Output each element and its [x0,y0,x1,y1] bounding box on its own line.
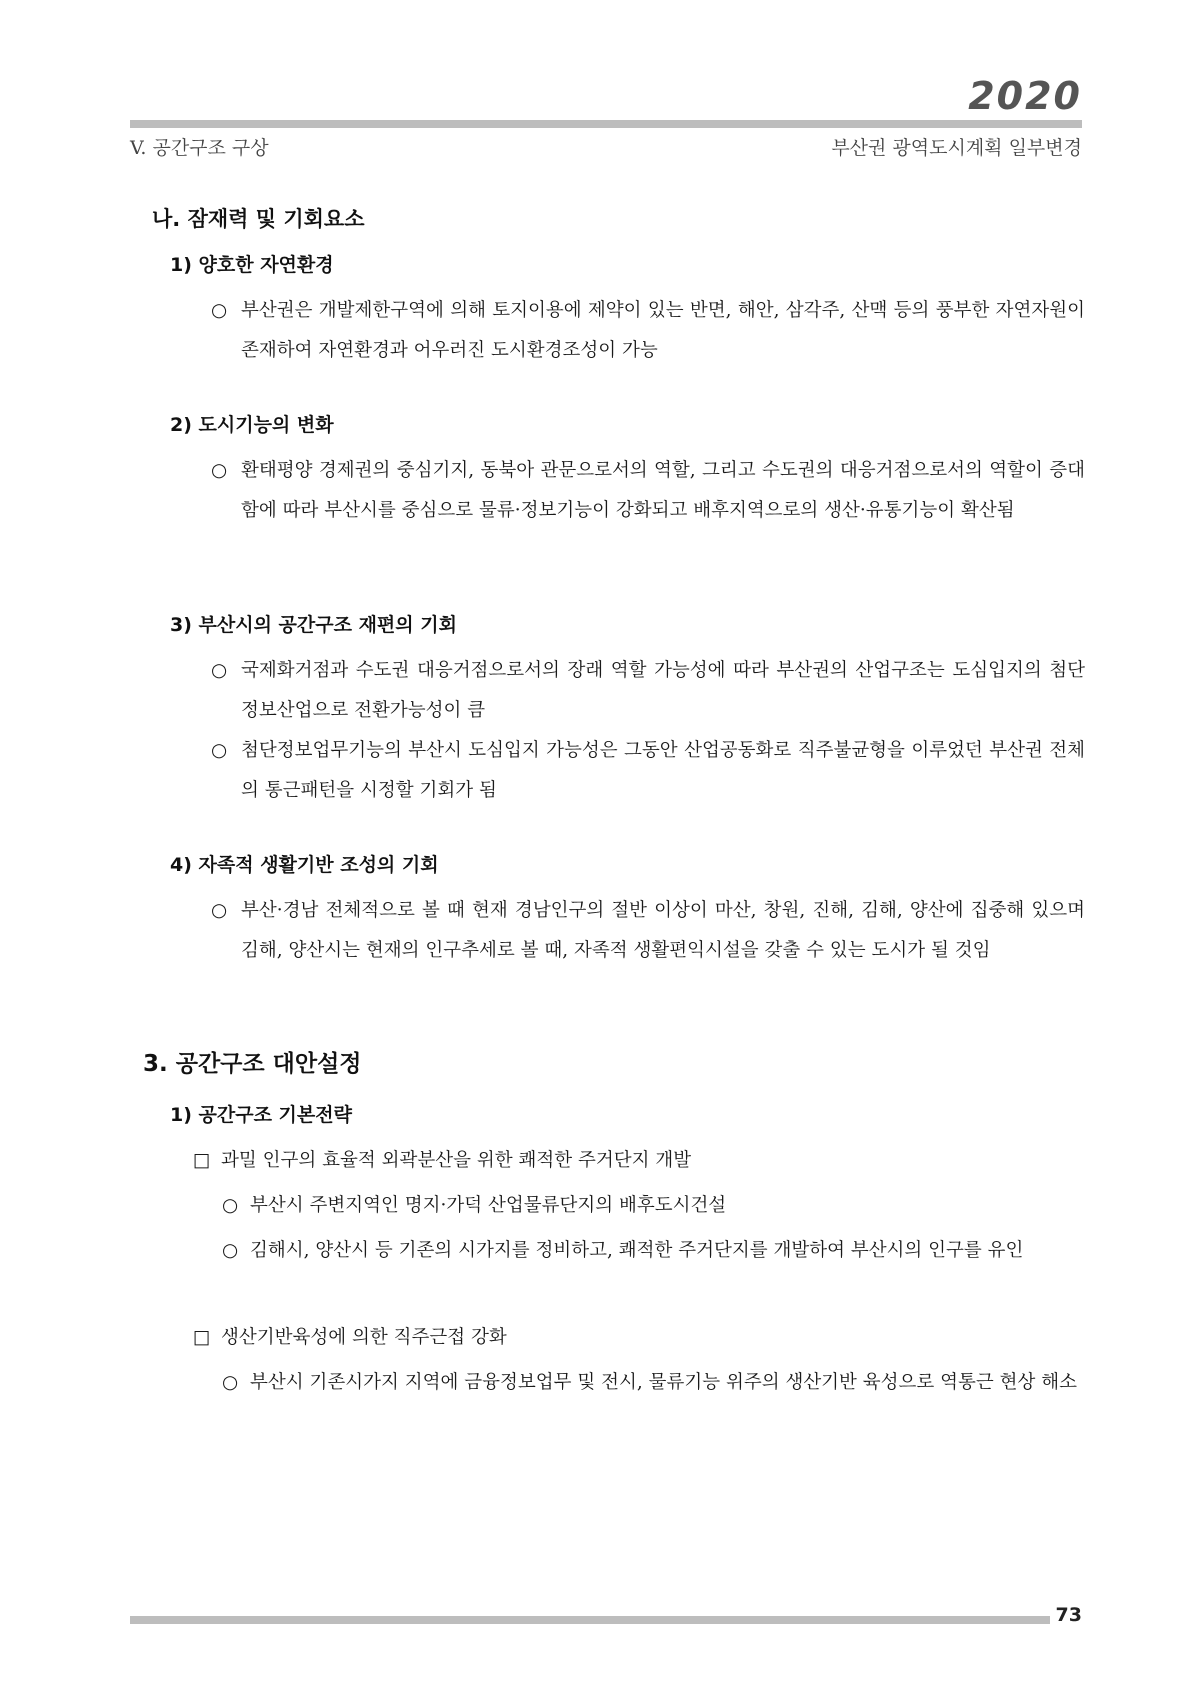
bullet-text: 부산시 기존시가지 지역에 금융정보업무 및 전시, 물류기능 위주의 생산기반 육성으로 역통근 현상 해소 [250,1372,1078,1393]
circle-bullet-icon: ○ [211,740,228,761]
subsection-heading-3: 3) 부산시의 공간구조 재편의 기회 [170,614,457,636]
square-item-text: 과밀 인구의 효율적 외곽분산을 위한 쾌적한 주거단지 개발 [221,1150,692,1171]
circle-bullet-icon: ○ [222,1240,239,1261]
bullet-item [213,291,1085,371]
subsection-heading-1: 1) 양호한 자연환경 [170,254,334,276]
subsection-heading-2: 2) 도시기능의 변화 [170,414,334,436]
bullet-item [222,1363,1085,1403]
circle-bullet-icon: ○ [211,460,228,481]
bullet-text: 국제화거점과 수도권 대응거점으로서의 장래 역할 가능성에 따라 부산권의 산업구조는 도심입지의 첨단정보산업으로 전환가능성이 큼 [241,660,1085,721]
bullet-item [213,891,1085,971]
bullet-text: 부산·경남 전체적으로 볼 때 현재 경남인구의 절반 이상이 마산, 창원, 진해, 김해, 양산에 집중해 있으며 김해, 양산시는 현재의 인구추세로 볼 때, 자족적 생활편익시설을 갖출 수 있는 도시가 될 것임 [241,900,1085,961]
bullet-item [222,1231,1085,1271]
square-bullet-icon: □ [193,1327,211,1348]
square-item [193,1318,1083,1358]
footer-rule [130,1616,1050,1624]
bullet-item [213,731,1085,811]
circle-bullet-icon: ○ [222,1372,239,1393]
section-heading-na: 나. 잠재력 및 기회요소 [152,207,365,231]
bullet-text: 김해시, 양산시 등 기존의 시가지를 정비하고, 쾌적한 주거단지를 개발하여 부산시의 인구를 유인 [250,1240,1024,1261]
subsection-heading-4: 4) 자족적 생활기반 조성의 기회 [170,854,439,876]
square-item-text: 생산기반육성에 의한 직주근접 강화 [221,1327,507,1348]
bullet-text: 부산시 주변지역인 명지·가덕 산업물류단지의 배후도시건설 [250,1195,727,1216]
bullet-item [213,451,1085,531]
square-item [193,1141,1083,1181]
bullet-text: 부산권은 개발제한구역에 의해 토지이용에 제약이 있는 반면, 해안, 삼각주, 산맥 등의 풍부한 자연자원이 존재하여 자연환경과 어우러진 도시환경조성이 가능 [241,300,1085,361]
section-heading-3: 3. 공간구조 대안설정 [143,1051,362,1077]
square-bullet-icon: □ [193,1150,211,1171]
bullet-text: 첨단정보업무기능의 부산시 도심입지 가능성은 그동안 산업공동화로 직주불균형을 이루었던 부산권 전체의 통근패턴을 시정할 기회가 됨 [241,740,1085,801]
year-label: 2020 [968,74,1082,118]
bullet-text: 환태평양 경제권의 중심기지, 동북아 관문으로서의 역할, 그리고 수도권의 대응거점으로서의 역할이 증대함에 따라 부산시를 중심으로 물류·정보기능이 강화되고 배후지역으로의 생산·유통기능이 확산됨 [241,460,1085,521]
circle-bullet-icon: ○ [211,900,228,921]
bullet-item [222,1186,1085,1226]
document-title: 부산권 광역도시계획 일부변경 [831,137,1082,159]
circle-bullet-icon: ○ [211,660,228,681]
page-number: 73 [1055,1604,1082,1626]
circle-bullet-icon: ○ [222,1195,239,1216]
header-rule [130,120,1082,128]
circle-bullet-icon: ○ [211,300,228,321]
chapter-title: V. 공간구조 구상 [130,137,269,159]
bullet-item [213,651,1085,731]
subsection-heading-strategy: 1) 공간구조 기본전략 [170,1104,352,1126]
